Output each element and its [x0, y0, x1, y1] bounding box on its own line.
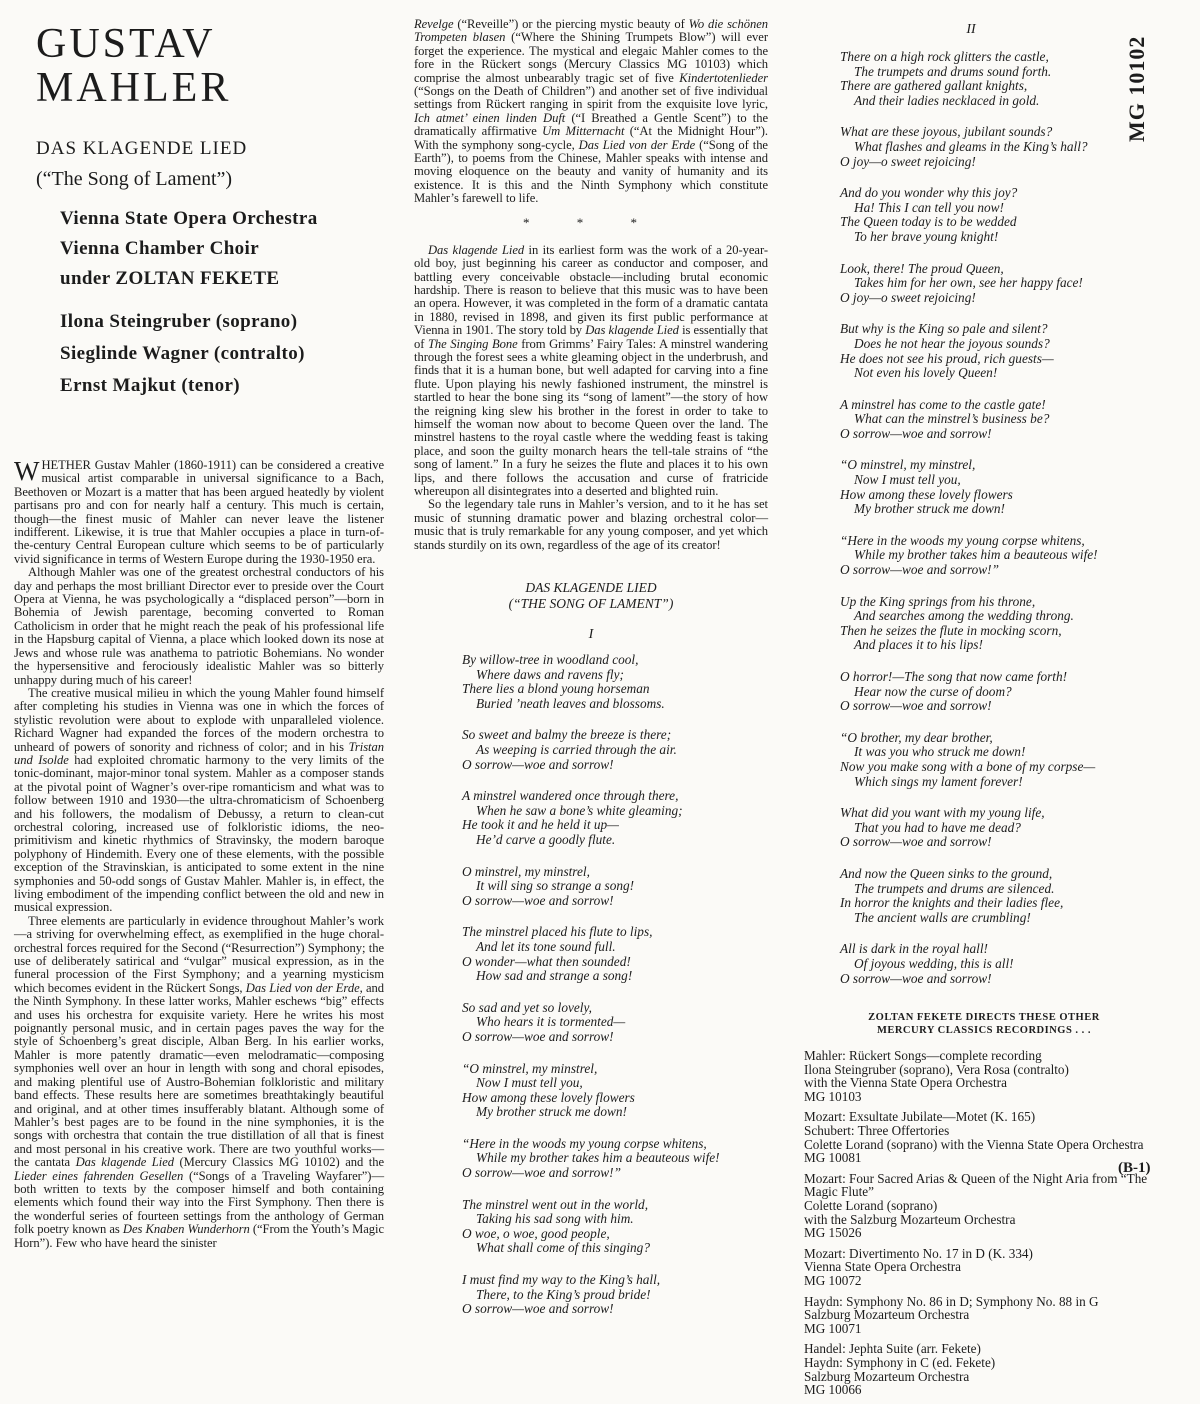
poem-line: Of joyous wedding, this is all! — [854, 955, 1014, 971]
credits — [60, 204, 384, 294]
poem-line: And their ladies necklaced in gold. — [854, 92, 1040, 108]
poem-line: The minstrel placed his flute to lips, — [462, 924, 653, 940]
middle-column — [414, 18, 768, 1334]
poem-stanza — [462, 789, 768, 847]
performer-line: Ernst Majkut (tenor) — [60, 375, 241, 396]
poem-line: Now I must tell you, — [476, 1075, 583, 1091]
poem-stanza — [840, 942, 1156, 986]
poem-stanza — [462, 925, 768, 983]
credit-line: Vienna Chamber Choir — [60, 238, 260, 259]
drop-cap: W — [14, 456, 40, 486]
poem-line: Now I must tell you, — [854, 472, 961, 488]
poem-line: There lies a blond young horseman — [462, 681, 650, 697]
notes-paragraph: The creative musical milieu in which the young Mahler found himself after completing his studies in Vienna was one in which the forces of stylistic revolution were about to explode with unparalleled violence. Richard Wagner had expanded the forces of the modern orchestra to unheard of powers of sonority and richness of color; and in his Tristan und Isolde had exploited chromatic harmony to the very limits of the tonic-dominant, major-minor tonal system. Mahler as a composer stands at the pivotal point of Wagner’s over-ripe romanticism and what was to follow between 1910 and 1930—the ultra-chromaticism of Schoenberg and his followers, the modalism of Debussy, a return to clean-cut orchestral coloring, increased use of folkloristic idioms, the neo-primitivism and kinetic rhythmics of Stravinsky, the modern baroque polyphony of Hindemith. Every one of these elements, with the possible exception of the Stravinskian, is anticipated to some extent in the nine symphonies and 50-odd songs of Gustav Mahler. Mahler is, in effect, the living embodiment of the impending conflict between the old and new in musical expression. — [14, 685, 384, 915]
poem-line: All is dark in the royal hall! — [840, 941, 988, 957]
poem-line: O woe, o woe, good people, — [462, 1225, 610, 1241]
poem-part-1 — [414, 653, 768, 1317]
page-code: (B-1) — [1118, 1160, 1151, 1176]
poem-line: What are these joyous, jubilant sounds? — [840, 124, 1053, 140]
poem-line: And places it to his lips! — [854, 637, 983, 653]
poem-line: Where daws and ravens fly; — [476, 666, 624, 682]
poem-line: To her brave young knight! — [854, 228, 999, 244]
poem-line: There on a high rock glitters the castle, — [840, 49, 1049, 64]
credit-line: Vienna State Opera Orchestra — [60, 208, 318, 229]
poem-line: In horror the knights and their ladies flee, — [840, 895, 1064, 911]
poem-line: O wonder—what then sounded! — [462, 953, 631, 969]
poem-line: By willow-tree in woodland cool, — [462, 652, 639, 668]
catalog-line: with the Salzburg Mozarteum Orchestra — [804, 1211, 1016, 1227]
poem-line: Does he not hear the joyous sounds? — [854, 335, 1050, 351]
poem-line: The minstrel went out in the world, — [462, 1196, 649, 1212]
catalog-number: MG 10102 — [1124, 35, 1149, 143]
catalog-line: MG 10072 — [804, 1273, 862, 1288]
catalog-entry — [804, 1295, 1156, 1336]
poem-stanza — [462, 653, 768, 711]
poem-line: While my brother takes him a beauteous wife! — [854, 547, 1098, 563]
poem-line: It will sing so strange a song! — [476, 878, 635, 894]
poem-line: O sorrow—woe and sorrow!” — [840, 562, 999, 578]
poem-line: There, to the King’s proud bride! — [476, 1286, 651, 1302]
catalog-entry — [804, 1247, 1156, 1288]
poem-line: How sad and strange a song! — [476, 968, 633, 984]
notes-paragraph: So the legendary tale runs in Mahler’s version, and to it he has set music of stunning dramatic power and blazing orchestral color—music that is truly remarkable for any young composer, and yet which stands sturdily on its own, regardless of the age of its creator! — [414, 497, 768, 552]
poem-line: As weeping is carried through the air. — [476, 742, 677, 757]
poem-line: A minstrel wandered once through there, — [462, 788, 679, 804]
performer-line: Sieglinde Wagner (contralto) — [60, 343, 305, 364]
poem-line: What can the minstrel’s business be? — [854, 411, 1050, 427]
notes-paragraph: Three elements are particularly in evidence throughout Mahler’s work—a striving for overwhelming effect, as exemplified in the huge choral-orchestral forces required for the Second (“Resurrection”) Symphony; the use of deliberately satirical and “vulgar” musical expression, as in the funeral procession of the First Symphony; and a yearning mysticism which becomes evident in the Rückert Songs, Das Lied von der Erde, and the Ninth Symphony. In these latter works, Mahler eschews “big” effects and uses his orchestra for exquisite variety. Here he writes his most poignantly personal music, and in certain pages paves the way for the style of Schoenberg’s great disciple, Alban Berg. In his earlier works, Mahler is more patently dramatic—even melodramatic—composing symphonies well over an hour in length with song and choral episodes, and making plentiful use of Austro-Bohemian folkloristic and military band effects. These results here are sometimes breathtakingly beautiful and original, and at other times insufferably blatant. Although some of Mahler’s best pages are to be found in the nine symphonies, it is the songs with orchestra that contain the true distillation of all that is finest and most personal in his creative work. There are two youthful works—the cantata Das klagende Lied (Mercury Classics MG 10102) and the Lieder eines fahrenden Gesellen (“Songs of a Traveling Wayfarer”)—both written to texts by the composer himself and both containing elements which found their way into the First Symphony. Then there is the wonderful series of fourteen settings from the anthology of German folk poetry known as Des Knaben Wunderhorn (“From the Youth’s Magic Horn”). Few who have heard the sinister — [14, 913, 385, 1250]
poem-line: It was you who struck me down! — [854, 744, 1026, 760]
liner-notes-continued — [414, 18, 768, 552]
poem-line: And searches among the wedding throng. — [854, 608, 1074, 624]
poem-line: O sorrow—woe and sorrow! — [840, 425, 992, 441]
poem-part-number: I — [588, 627, 594, 643]
poem-line: O minstrel, my minstrel, — [462, 863, 590, 879]
poem-line: O sorrow—woe and sorrow! — [840, 834, 992, 850]
catalog-line: Salzburg Mozarteum Orchestra — [804, 1368, 970, 1384]
poem-stanza — [840, 731, 1156, 789]
poem-line: O sorrow—woe and sorrow! — [462, 1301, 614, 1317]
poem-line: That you had to have me dead? — [854, 819, 1021, 835]
catalog-line: Haydn: Symphony in C (ed. Fekete) — [804, 1354, 996, 1370]
poem-line: The trumpets and drums are silenced. — [854, 880, 1055, 896]
poem-line: O joy—o sweet rejoicing! — [840, 153, 976, 169]
poem-line: Then he seizes the flute in mocking scorn, — [840, 622, 1062, 638]
poem-stanza — [840, 595, 1156, 653]
poem-title: DAS KLAGENDE LIED (“THE SONG OF LAMENT”) — [508, 580, 674, 612]
poem-line: And do you wonder why this joy? — [840, 185, 1018, 201]
poem-stanza — [840, 262, 1156, 306]
catalog-line: MG 10071 — [804, 1320, 862, 1336]
catalog-line: Ilona Steingruber (soprano), Vera Rosa (contralto) — [804, 1061, 1069, 1077]
poem-line: Up the King springs from his throne, — [840, 593, 1036, 609]
poem-line: How among these lovely flowers — [462, 1089, 635, 1105]
notes-paragraph: WHETHER Gustav Mahler (1860-1911) can be considered a creative musical artist comparable in universal significance to a Bach, Beethoven or Mozart is a matter that has been argued heatedly by violent partisans pro and con for nearly half a century. This much is certain, though—the finest music of Mahler can never leave the listener indifferent. Likewise, it is true that Mahler occupies a place in turn-of-the-century Central European culture which seems to be of particularly vivid significance in terms of Western Europe during the 1930-1950 era. — [14, 456, 384, 566]
poem-line: The Queen today is to be wedded — [840, 214, 1017, 230]
catalog-line: with the Vienna State Opera Orchestra — [804, 1075, 1007, 1091]
poem-line: Not even his lovely Queen! — [854, 365, 998, 381]
poem-line: Buried ’neath leaves and blossoms. — [476, 695, 665, 711]
catalog-line: Colette Lorand (soprano) with the Vienna State Opera Orchestra — [804, 1136, 1144, 1152]
work-translation: (“The Song of Lament”) — [36, 168, 233, 190]
poem-line: “Here in the woods my young corpse whitens, — [840, 532, 1085, 548]
poem-stanza — [462, 1137, 768, 1181]
poem-stanza — [462, 1062, 768, 1120]
poem-line: And now the Queen sinks to the ground, — [840, 865, 1053, 881]
poem-stanza — [840, 670, 1156, 714]
catalog-entry — [804, 1110, 1156, 1164]
poem-line: “Here in the woods my young corpse whitens, — [462, 1135, 707, 1151]
poem-line: When he saw a bone’s white gleaming; — [476, 802, 683, 818]
poem-stanza — [840, 322, 1156, 380]
poem-line: Who hears it is tormented— — [476, 1014, 626, 1030]
catalog-line: MG 10066 — [804, 1382, 862, 1398]
poem-line: Hear now the curse of doom? — [854, 683, 1012, 699]
catalog-line: MG 10103 — [804, 1088, 862, 1104]
poem-line: The ancient walls are crumbling! — [854, 909, 1031, 925]
poem-line: O sorrow—woe and sorrow!” — [462, 1165, 621, 1181]
poem-line: O sorrow—woe and sorrow! — [840, 698, 992, 714]
poem-stanza — [462, 865, 768, 909]
work-title: DAS KLAGENDE LIED — [36, 138, 248, 159]
catalog-list — [786, 1049, 1156, 1397]
poem-line: My brother struck me down! — [854, 501, 1005, 517]
left-column — [14, 0, 384, 1250]
catalog-line: Mozart: Four Sacred Arias & Queen of the Night Aria from “The Magic Flute” — [804, 1170, 1148, 1200]
poem-stanza — [840, 534, 1156, 578]
catalog-entry — [804, 1172, 1156, 1240]
catalog-line: MG 15026 — [804, 1225, 862, 1241]
poem-line: I must find my way to the King’s hall, — [462, 1272, 661, 1288]
poem-stanza — [840, 806, 1156, 850]
poem-line: The trumpets and drums sound forth. — [854, 63, 1052, 79]
catalog-line: Mozart: Exsultate Jubilate—Motet (K. 165) — [804, 1109, 1036, 1125]
poem-line: What did you want with my young life, — [840, 805, 1045, 821]
poem-stanza — [462, 1001, 768, 1045]
poem-line: “O minstrel, my minstrel, — [840, 457, 976, 473]
poem-line: And let its tone sound full. — [476, 938, 616, 954]
catalog-line: Mahler: Rückert Songs—complete recording — [804, 1048, 1042, 1064]
liner-notes — [14, 456, 385, 1250]
poem-line: “O brother, my dear brother, — [840, 729, 993, 745]
catalog-entry — [804, 1342, 1156, 1396]
notes-paragraph: Although Mahler was one of the greatest orchestral conductors of his day and perhaps the most brilliant Director ever to preside over the Court Opera at Vienna, he was psychologically a “displaced person”—born in Bohemia of Jewish parentage, becoming converted to Roman Catholicism in order that he might reach the peak of his professional life in the Hapsburg capital of Vienna, a place which looked down its nose at Jews and whose rule was anathema to patriotic Bohemians. No wonder the hypersensitive and ferociously idealistic Mahler was so bitterly unhappy during much of his career! — [14, 565, 384, 687]
catalog-line: Schubert: Three Offertories — [804, 1123, 950, 1139]
poem-line: What flashes and gleams in the King’s hall? — [854, 138, 1088, 154]
poem-stanza — [462, 1273, 768, 1317]
poem-stanza — [840, 458, 1156, 516]
catalog-line: Salzburg Mozarteum Orchestra — [804, 1307, 970, 1323]
poem-part-number: II — [966, 22, 976, 37]
poem-line: He’d carve a goodly flute. — [476, 831, 616, 847]
catalog-entry — [804, 1049, 1156, 1103]
poem-stanza — [462, 728, 768, 772]
poem-line: There are gathered gallant knights, — [840, 78, 1028, 94]
catalog-heading: ZOLTAN FEKETE DIRECTS THESE OTHER MERCURY CLASSICS RECORDINGS . . . — [868, 1012, 1100, 1036]
poem-line: So sweet and balmy the breeze is there; — [462, 727, 672, 743]
poem-line: O sorrow—woe and sorrow! — [462, 892, 614, 908]
poem-part-2 — [786, 50, 1156, 986]
notes-paragraph: Revelge (“Reveille”) or the piercing mystic beauty of Wo die schönen Trompeten blasen (“Where the Shining Trumpets Blow”) will ever forget the experience. The mystical and elegaic Mahler comes to the fore in the Rückert songs (Mercury Classics MG 10103) which comprise the almost unbearably tragic set of five Kindertotenlieder (“Songs on the Death of Children”) and another set of five individual settings from Rückert ranging in spirit from the exquisite love lyric, Ich atmet’ einen linden Duft (“I Breathed a Gentle Scent”) to the dramatically affirmative Um Mitternacht (“At the Midnight Hour”). With the symphony song-cycle, Das Lied von der Erde (“Song of the Earth”), to poems from the Chinese, Mahler speaks with intense and moving eloquence on the beauty and vanity of humanity and its existence. It is this and the Ninth Symphony which constitute Mahler’s farewell to life. — [414, 17, 768, 206]
poem-line: What shall come of this singing? — [476, 1240, 650, 1256]
poem-stanza — [462, 1198, 768, 1256]
poem-line: He does not see his proud, rich guests— — [840, 350, 1054, 366]
poem-line: My brother struck me down! — [476, 1104, 627, 1120]
poem-line: Which sings my lament forever! — [854, 773, 1023, 789]
right-column — [786, 18, 1156, 1404]
poem-line: So sad and yet so lovely, — [462, 999, 592, 1015]
poem-line: O sorrow—woe and sorrow! — [462, 1028, 614, 1044]
poem-stanza — [840, 50, 1156, 108]
catalog-line: Handel: Jephta Suite (arr. Fekete) — [804, 1341, 981, 1357]
poem-stanza — [840, 125, 1156, 169]
poem-line: How among these lovely flowers — [840, 486, 1013, 502]
poem-line: Takes him for her own, see her happy face! — [854, 275, 1083, 291]
notes-paragraph: Das klagende Lied in its earliest form was the work of a 20-year-old boy, just beginning his career as conductor and composer, and battling every conceivable obstacle—including brutal economic hardship. There is reason to believe that this music was to have been an opera. However, it was completed in the form of a dramatic cantata in 1880, revised in 1898, and given its first public performance at Vienna in 1901. The story told by Das klagende Lied is essentially that of The Singing Bone from Grimms’ Fairy Tales: A minstrel wandering through the forest sees a white gleaming object in the underbrush, and finds that it is a human bone, but well adapted for carving into a fine flute. Upon playing his newly fashioned instrument, the minstrel is startled to hear the bone sing its “song of lament”—the story of how the reigning king slew his brother in the forest in order to take to himself the woman now about to become Queen over the land. The minstrel hastens to the royal castle where the wedding feast is taking place, and soon the guilty monarch hears the tell-tale strains of “the song of lament.” In a fury he seizes the flute and places it to his own lips, and there follows the accusation and curse of fratricide whereupon all disintegrates into a deserted and blighted ruin. — [414, 242, 769, 498]
composer-title: GUSTAV MAHLER — [36, 21, 232, 111]
poem-stanza — [840, 398, 1156, 442]
credit-line: under ZOLTAN FEKETE — [60, 268, 280, 289]
poem-stanza — [840, 186, 1156, 244]
poem-stanza — [840, 867, 1156, 925]
poem-line: Ha! This I can tell you now! — [854, 199, 1004, 215]
performers — [60, 306, 384, 402]
catalog-line: MG 10081 — [804, 1150, 862, 1166]
poem-line: “O minstrel, my minstrel, — [462, 1060, 598, 1076]
poem-line: While my brother takes him a beauteous wife! — [476, 1150, 720, 1166]
catalog-line: Colette Lorand (soprano) — [804, 1198, 938, 1214]
catalog-line: Haydn: Symphony No. 86 in D; Symphony No. 88 in G — [804, 1293, 1099, 1309]
poem-line: O sorrow—woe and sorrow! — [462, 756, 614, 772]
poem-line: Now you make song with a bone of my corpse— — [840, 758, 1096, 774]
poem-line: Taking his sad song with him. — [476, 1211, 634, 1227]
catalog-line: Vienna State Opera Orchestra — [804, 1259, 962, 1275]
poem-line: O sorrow—woe and sorrow! — [840, 970, 992, 986]
section-divider: * * * — [523, 214, 659, 230]
performer-line: Ilona Steingruber (soprano) — [60, 311, 298, 332]
poem-line: O horror!—The song that now came forth! — [840, 669, 1068, 684]
poem-line: A minstrel has come to the castle gate! — [840, 396, 1046, 412]
poem-line: He took it and he held it up— — [462, 817, 619, 833]
poem-line: O joy—o sweet rejoicing! — [840, 289, 976, 305]
catalog-line: Mozart: Divertimento No. 17 in D (K. 334) — [804, 1245, 1033, 1261]
poem-line: But why is the King so pale and silent? — [840, 321, 1048, 337]
poem-line: Look, there! The proud Queen, — [840, 260, 1004, 276]
